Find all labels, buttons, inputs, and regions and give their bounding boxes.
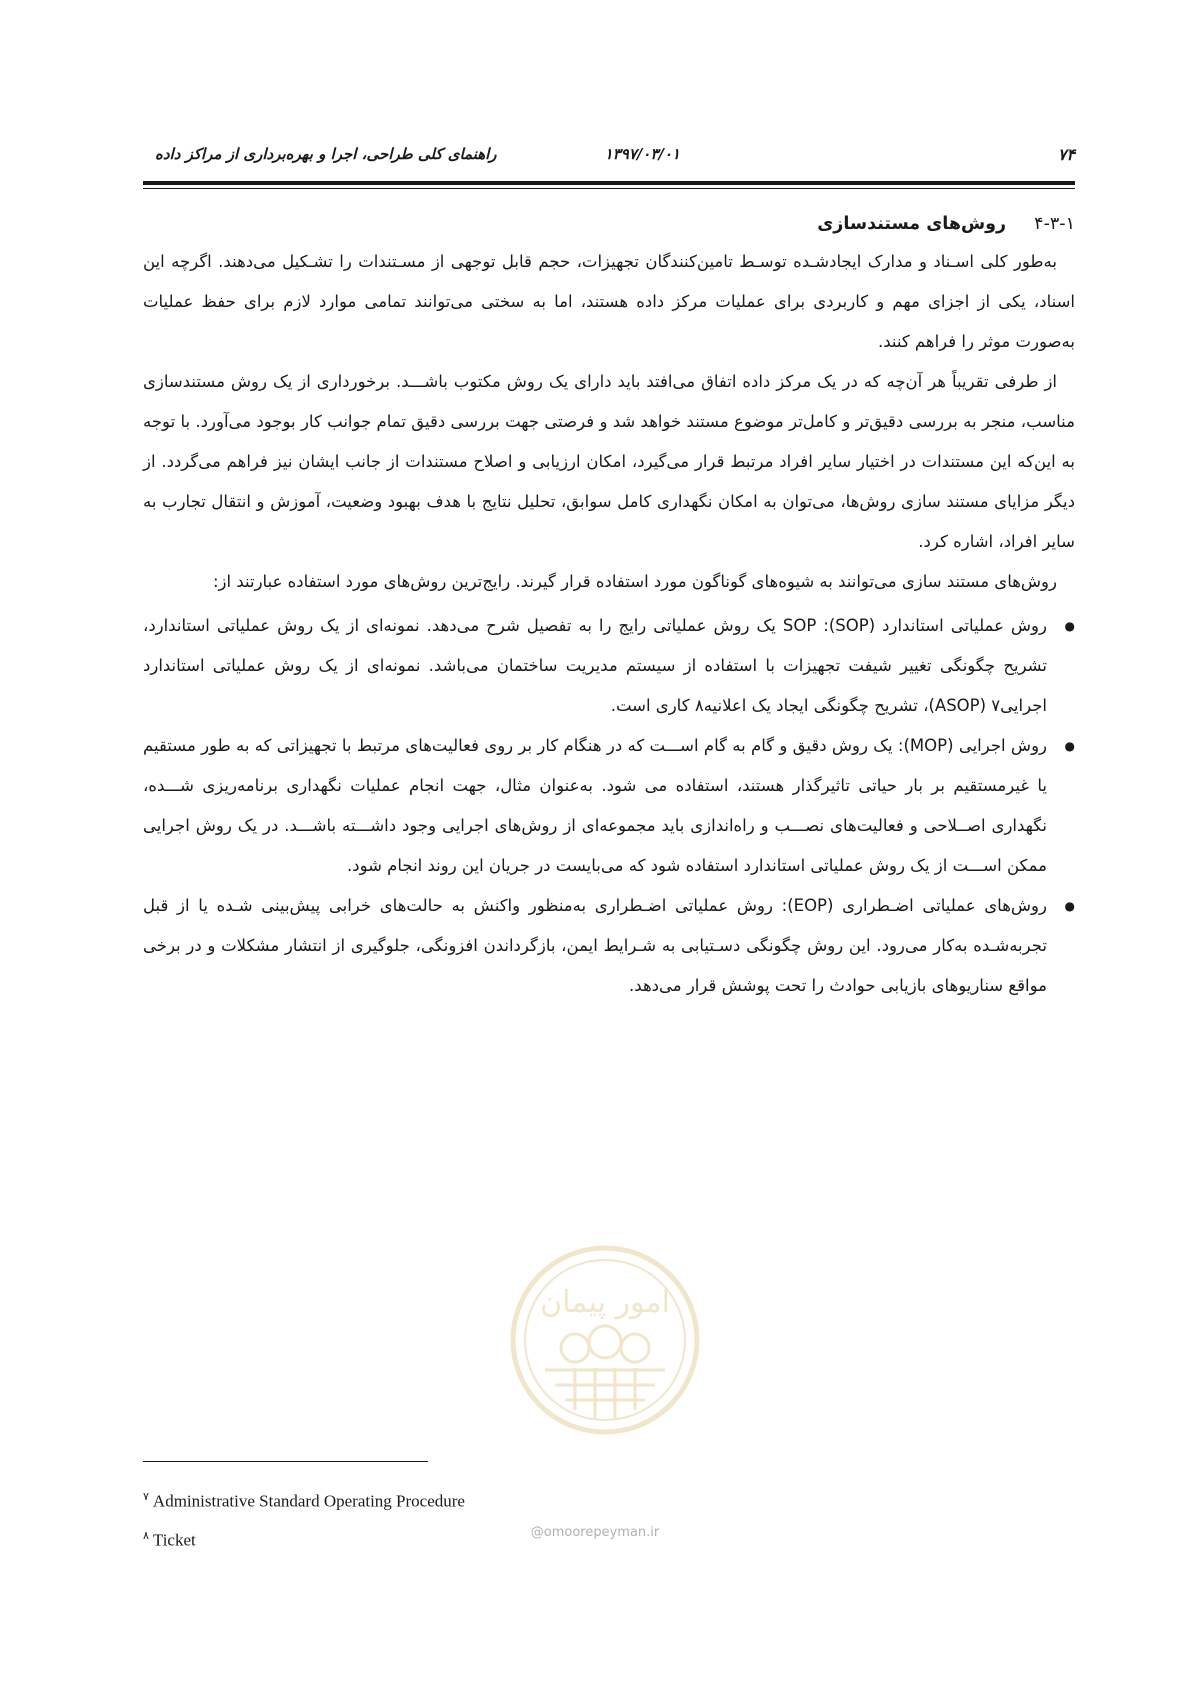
bullet-list: [143, 606, 1075, 1006]
watermark-seal-logo: [505, 1240, 705, 1440]
header-date: ۱۳۹۷/۰۳/۰۱: [604, 145, 680, 163]
footnote-text: Administrative Standard Operating Procedure: [152, 1491, 465, 1511]
page-body: [143, 210, 1075, 1006]
section-number: ۴-۳-۱: [1034, 214, 1075, 234]
svg-text:امور پیمان: امور پیمان: [540, 1285, 670, 1320]
footnote-marker: ۷: [143, 1491, 149, 1503]
bullet-item-eop: ● روش‌های عملیاتی اضـطراری (EOP): روش عملیاتی اضـطراری به‌منظور واکنش به حالت‌های خرابی پیش‌بینی شـده یا از قبل تجربه‌شـده به‌کار می‌رود. این روش چگونگی دسـتیابی به شـرایط ایمن، بازگرداندن افزونگی، جلوگیری از انتشار مشکلات و در برخی مواقع سناریوهای بازیابی حوادث را تحت پوشش قرار می‌دهد.: [143, 886, 1047, 1006]
paragraph: از طرفی تقریباً هر آن‌چه که در یک مرکز داده اتفاق می‌افتد باید دارای یک روش مکتوب باشـــد. برخورداری از یک روش مستندسازی مناسب، منجر به بررسی دقیق‌تر و کامل‌تر موضوع مستند خواهد شد و فرصتی جهت بررسی دقیق تمام جوانب کار بوجود می‌آورد. با توجه به این‌که این مستندات در اختیار سایر افراد مرتبط قرار می‌گیرد، امکان ارزیابی و اصلاح مستندات از جانب ایشان نیز فراهم می‌گردد. از دیگر مزایای مستند سازی روش‌ها، می‌توان به امکان نگهداری کامل سوابق، تحلیل نتایج با هدف بهبود وضعیت، آموزش و انتقال تجارب به سایر افراد، اشاره کرد.: [143, 372, 1075, 551]
paragraph: به‌طور کلی اسـناد و مدارک ایجادشـده توسـط تامین‌کنندگان تجهیزات، حجم قابل توجهی از مسـتندات را تشـکیل می‌دهند. اگرچه این اسناد، یکی از اجزای مهم و کاربردی برای عملیات مرکز داده هستند، اما به سختی می‌توانند تمامی موارد لازم برای حفظ عملیات به‌صورت موثر را فراهم کنند.: [143, 252, 1075, 351]
running-title: راهنمای کلی طراحی، اجرا و بهره‌برداری از مراکز داده: [155, 145, 497, 163]
section-title: روش‌های مستندسازی: [817, 214, 1007, 234]
bullet-item-sop: ● روش عملیاتی استاندارد (SOP): SOP یک روش عملیاتی رایج را به تفصیل شرح می‌دهد. نمونه‌ای از یک روش عملیاتی استاندارد، تشریح چگونگی تغییر شیفت تجهیزات با استفاده از سیستم مدیریت ساختمان می‌باشد. نمونه‌ای از یک روش عملیاتی استاندارد اجرایی۷ (ASOP)، تشریح چگونگی ایجاد یک اعلانیه۸ کاری است.: [143, 606, 1047, 726]
footnote-item: [143, 1519, 465, 1558]
header-rule-thin: [143, 188, 1075, 189]
header-rule-thick: [143, 181, 1075, 185]
page-number: ۷۴: [1057, 145, 1075, 164]
paragraph: روش‌های مستند سازی می‌توانند به شیوه‌های گوناگون مورد استفاده قرار گیرند. رایج‌ترین روش‌های مورد استفاده عبارتند از:: [213, 572, 1057, 591]
footnotes: [143, 1480, 465, 1557]
footnote-item: [143, 1480, 465, 1519]
section-heading: [143, 210, 1075, 238]
watermark-url: @omoorepeyman.ir: [530, 1525, 660, 1540]
page-header: [155, 145, 1075, 179]
footnote-text: Ticket: [152, 1530, 196, 1550]
bullet-item-mop: ● روش اجرایی (MOP): یک روش دقیق و گام به گام اســـت که در هنگام کار بر روی فعالیت‌های مرتبط با تجهیزاتی که به طور مستقیم یا غیرمستقیم بر بار حیاتی تاثیرگذار هستند، استفاده می شود. به‌عنوان مثال، جهت انجام عملیات نگهداری برنامه‌ریزی شـــده، نگهداری اصــلاحی و فعالیت‌های نصـــب و راه‌اندازی باید مجموعه‌ای از روش‌های اجرایی وجود داشـــته باشـــد. در یک روش اجرایی ممکن اســـت از یک روش عملیاتی استاندارد استفاده شود که می‌بایست در جریان این روند انجام شود.: [143, 726, 1047, 886]
footnote-marker: ۸: [143, 1529, 149, 1542]
footnote-separator: [143, 1461, 428, 1462]
